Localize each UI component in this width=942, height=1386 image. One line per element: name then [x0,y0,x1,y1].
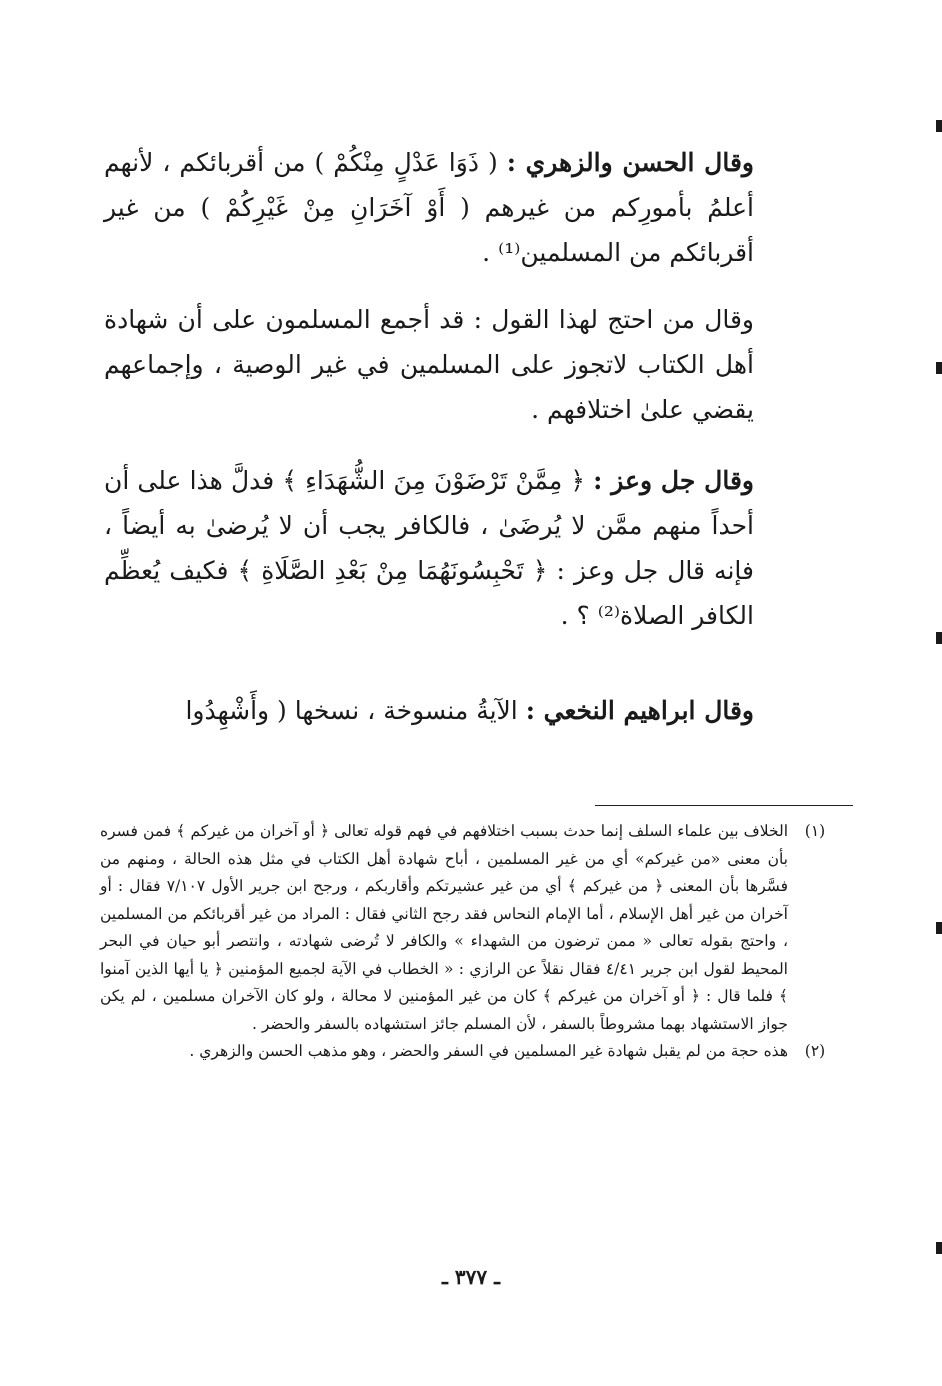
paragraph-lead: وقال جل وعز : [593,466,754,495]
edge-mark [936,1242,942,1254]
paragraph-4 [104,688,754,733]
footnote-separator [595,805,853,806]
footnote-1 [100,818,842,1038]
edge-mark [936,362,942,374]
page-number: ـ ٣٧٧ ـ [442,1265,500,1289]
paragraph-1 [104,140,754,275]
paragraph-3 [104,458,754,638]
edge-mark [936,922,942,934]
paragraph-body: ( ذَوَا عَدْلٍ مِنْكُمْ ) من أقربائكم ، لأنهم أعلمُ بأمورِكم من غيرهم ( أَوْ آخَرَانِ مِنْ غَيْرِكُمْ ) من غير أقربائكم من المسلمين⁽¹⁾ . [104,148,754,267]
paragraph-body: وقال من احتج لهذا القول : قد أجمع المسلمون على أن شهادة أهل الكتاب لاتجوز على المسلمين في غير الوصية ، وإجماعهم يقضي علىٰ اختلافهم . [104,305,754,424]
paragraph-body: الآيةُ منسوخة ، نسخها ( وأَشْهِدُوا [185,696,526,725]
footnote-number: (١) [804,822,826,840]
paragraph-lead: وقال الحسن والزهري : [506,148,754,177]
footnote-number: (٢) [804,1042,826,1060]
paragraph-2 [104,297,754,432]
paragraph-body: ﴿ مِمَّنْ تَرْضَوْنَ مِنَ الشُّهَدَاءِ ﴾ فدلَّ هذا على أن أحداً منهم ممَّن لا يُرضَىٰ ، فالكافر يجب أن لا يُرضىٰ به أيضاً ، فإنه قال جل وعز : ﴿ تَحْبِسُونَهُمَا مِنْ بَعْدِ الصَّلَاةِ ﴾ فكيف يُعظِّم الكافر الصلاة⁽²⁾ ؟ . [104,466,754,630]
edge-mark [936,120,942,132]
footnote-2 [100,1038,842,1066]
footnote-text: الخلاف بين علماء السلف إنما حدث بسبب اختلافهم في فهم قوله تعالى ﴿ أو آخران من غيركم ﴾ فمن فسره بأن معنى «من غيركم» أي من غير المسلمين ، أباح شهادة أهل الكتاب في مثل هذه الحالة ، ومنهم من فسَّرها بأن المعنى ﴿ من غيركم ﴾ أي من غير عشيرتكم وأقاربكم ، ورجح ابن جرير الأول ٧/١٠٧ فقال : أو آخران من غير أهل الإسلام ، أما الإمام النحاس فقد رجح الثاني فقال : المراد من غير أقربائكم من المسلمين ، واحتج بقوله تعالى « ممن ترضون من الشهداء » والكافر لا تُرضى شهادته ، وانتصر أبو حيان في البحر المحيط لقول ابن جرير ٤/٤١ فقال نقلاً عن الرازي : « الخطاب في الآية لجميع المؤمنين ﴿ يا أيها الذين آمنوا ﴾ فلما قال : ﴿ أو آخران من غيركم ﴾ كان من غير المؤمنين لا محالة ، ولو كان الآخران مسلمين ، لم يكن جواز الاستشهاد بهما مشروطاً بالسفر ، لأن المسلم جائز استشهاده بالسفر والحضر . [100,822,788,1033]
paragraph-lead: وقال ابراهيم النخعي : [525,696,754,725]
footnote-text: هذه حجة من لم يقبل شهادة غير المسلمين في السفر والحضر ، وهو مذهب الحسن والزهري . [189,1042,788,1060]
footnotes [100,818,842,1066]
edge-mark [936,632,942,644]
